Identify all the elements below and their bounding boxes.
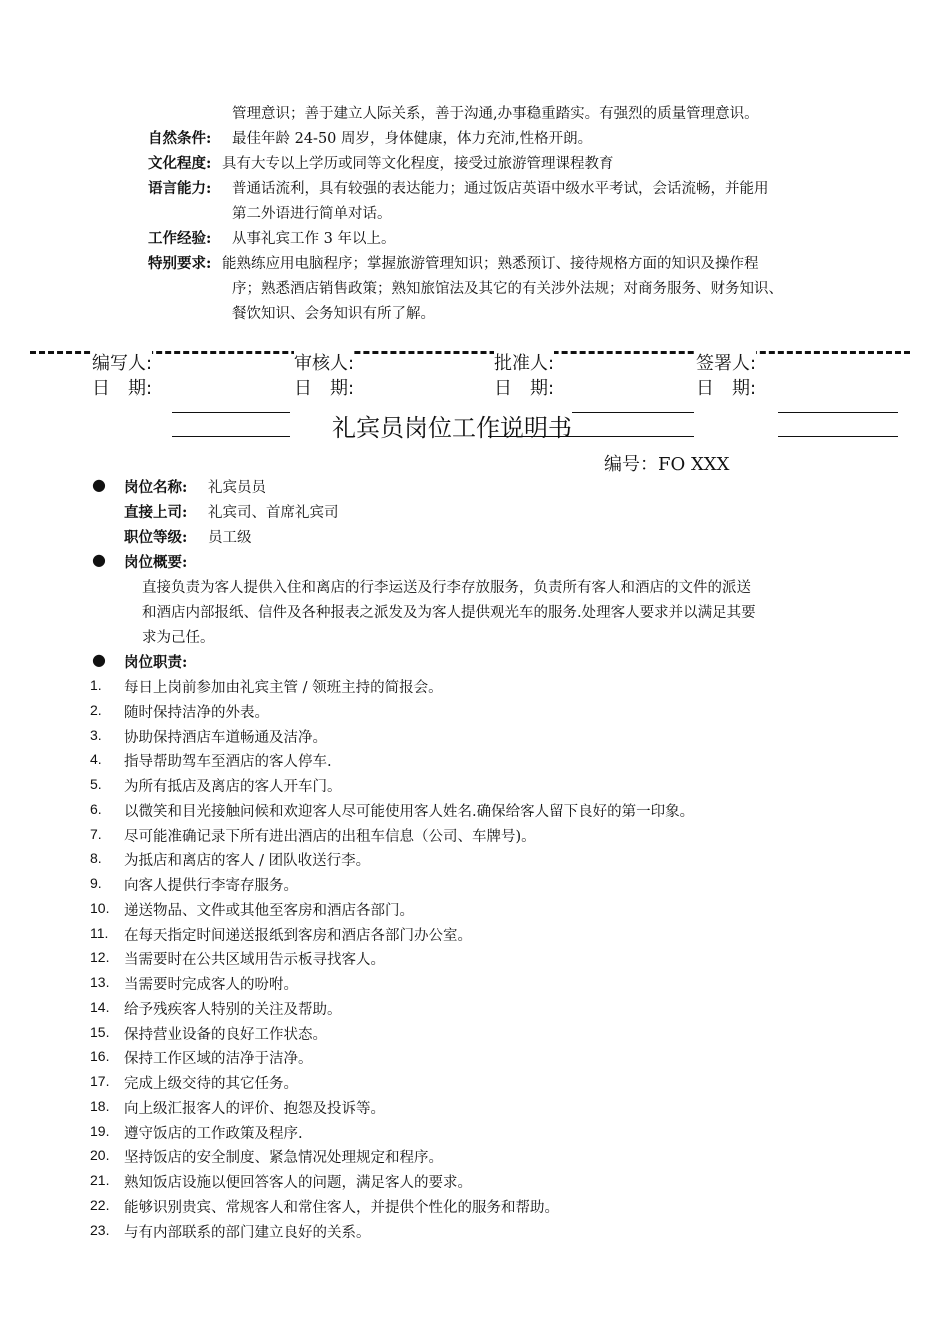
duty-number: 18. (90, 1098, 110, 1114)
duty-item: 与有内部联系的部门建立良好的关系。 (124, 1225, 371, 1241)
duty-number: 4. (90, 751, 102, 767)
duty-number: 11. (90, 925, 109, 941)
duty-number: 22. (90, 1197, 110, 1213)
duty-number: 14. (90, 999, 110, 1015)
signer-label: 签署人: (696, 349, 756, 375)
special-requirements-line1: 能熟练应用电脑程序；掌握旅游管理知识；熟悉预订、接待规格方面的知识及操作程 (222, 256, 759, 272)
direct-superior-label: 直接上司: (124, 504, 188, 521)
natural-conditions-label: 自然条件: (148, 130, 212, 147)
position-duties-label: 岗位职责: (124, 654, 188, 671)
duty-number: 6. (90, 801, 102, 817)
position-name-value: 礼宾员员 (208, 480, 266, 496)
duty-item: 给予残疾客人特别的关注及帮助。 (124, 1002, 342, 1018)
document-title: 礼宾员岗位工作说明书 (332, 414, 572, 442)
duty-item: 完成上级交待的其它任务。 (124, 1076, 298, 1092)
duty-number: 10. (90, 900, 110, 916)
education-label: 文化程度: (148, 155, 212, 172)
document-number: 编号：FO XXX (604, 454, 730, 475)
requirement-continuation: 管理意识；善于建立人际关系，善于沟通,办事稳重踏实。有强烈的质量管理意识。 (232, 106, 759, 122)
special-requirements-line3: 餐饮知识、会务知识有所了解。 (232, 306, 435, 322)
duty-item: 保持工作区域的洁净于洁净。 (124, 1051, 313, 1067)
position-summary-line1: 直接负责为客人提供入住和离店的行李运送及行李存放服务，负责所有客人和酒店的文件的派送 (142, 580, 751, 596)
position-summary-line2: 和酒店内部报纸、信件及各种报表之派发及为客人提供观光车的服务.处理客人要求并以满足其要 (142, 605, 756, 621)
duty-item: 为抵店和离店的客人 / 团队收送行李。 (124, 853, 371, 869)
signer-date-label: 日 期: (696, 378, 757, 399)
position-summary-label: 岗位概要: (124, 554, 188, 571)
duty-item: 熟知饭店设施以便回答客人的问题，满足客人的要求。 (124, 1175, 472, 1191)
language-text-line2: 第二外语进行简单对话。 (232, 206, 392, 222)
duty-item: 遵守饭店的工作政策及程序. (124, 1126, 303, 1142)
duty-item: 尽可能准确记录下所有进出酒店的出租车信息（公司、车牌号)。 (124, 829, 536, 845)
duty-item: 在每天指定时间递送报纸到客房和酒店各部门办公室。 (124, 928, 472, 944)
dash-dot-separator (30, 351, 910, 354)
duty-number: 12. (90, 949, 110, 965)
duty-number: 23. (90, 1222, 110, 1238)
bullet-icon: ● (92, 650, 106, 669)
duty-number: 13. (90, 974, 110, 990)
bullet-icon: ● (92, 550, 106, 569)
duty-number: 17. (90, 1073, 110, 1089)
duty-item: 每日上岗前参加由礼宾主管 / 领班主持的简报会。 (124, 680, 443, 696)
signature-line (778, 412, 898, 413)
position-grade-value: 员工级 (208, 530, 252, 546)
writer-label: 编写人: (92, 349, 152, 375)
special-requirements-label: 特别要求: (148, 255, 212, 272)
approver-date-label: 日 期: (494, 378, 555, 399)
signature-line (172, 436, 290, 437)
experience-text: 从事礼宾工作 3 年以上。 (232, 231, 396, 247)
duty-number: 15. (90, 1024, 110, 1040)
duty-item: 以微笑和目光接触问候和欢迎客人尽可能使用客人姓名.确保给客人留下良好的第一印象。 (124, 804, 695, 820)
duty-item: 随时保持洁净的外表。 (124, 705, 269, 721)
position-summary-line3: 求为己任。 (142, 630, 215, 646)
bullet-icon: ● (92, 475, 106, 494)
duty-number: 3. (90, 727, 102, 743)
special-requirements-line2: 序；熟悉酒店销售政策；熟知旅馆法及其它的有关涉外法规；对商务服务、财务知识、 (232, 281, 783, 297)
duty-item: 当需要时在公共区域用告示板寻找客人。 (124, 952, 385, 968)
natural-conditions-text: 最佳年龄 24-50 周岁，身体健康，体力充沛,性格开朗。 (232, 131, 593, 147)
duty-item: 向客人提供行李寄存服务。 (124, 878, 298, 894)
language-text-line1: 普通话流利，具有较强的表达能力；通过饭店英语中级水平考试，会话流畅，并能用 (232, 181, 769, 197)
duty-item: 坚持饭店的安全制度、紧急情况处理规定和程序。 (124, 1150, 443, 1166)
duty-item: 协助保持酒店车道畅通及洁净。 (124, 730, 327, 746)
reviewer-label: 审核人: (294, 349, 354, 375)
direct-superior-value: 礼宾司、首席礼宾司 (208, 505, 339, 521)
reviewer-date-label: 日 期: (294, 378, 355, 399)
writer-date-label: 日 期: (92, 378, 153, 399)
signature-line (572, 412, 694, 413)
duty-number: 21. (90, 1172, 110, 1188)
duty-number: 1. (90, 677, 102, 693)
duty-number: 5. (90, 776, 102, 792)
duty-number: 2. (90, 702, 102, 718)
duty-number: 19. (90, 1123, 110, 1139)
duty-item: 能够识别贵宾、常规客人和常住客人，并提供个性化的服务和帮助。 (124, 1200, 559, 1216)
position-grade-label: 职位等级: (124, 529, 188, 546)
duty-item: 递送物品、文件或其他至客房和酒店各部门。 (124, 903, 414, 919)
duty-number: 7. (90, 826, 102, 842)
duty-item: 当需要时完成客人的吩咐。 (124, 977, 298, 993)
signature-line (172, 412, 290, 413)
signature-line (778, 436, 898, 437)
duty-number: 16. (90, 1048, 110, 1064)
language-label: 语言能力: (148, 180, 212, 197)
duty-item: 向上级汇报客人的评价、抱怨及投诉等。 (124, 1101, 385, 1117)
approver-label: 批准人: (494, 349, 554, 375)
duty-item: 为所有抵店及离店的客人开车门。 (124, 779, 342, 795)
position-name-label: 岗位名称: (124, 479, 188, 496)
experience-label: 工作经验: (148, 230, 212, 247)
education-text: 具有大专以上学历或同等文化程度，接受过旅游管理课程教育 (222, 156, 614, 172)
duty-item: 保持营业设备的良好工作状态。 (124, 1027, 327, 1043)
duty-item: 指导帮助驾车至酒店的客人停车. (124, 754, 332, 770)
duty-number: 9. (90, 875, 102, 891)
duty-number: 20. (90, 1147, 110, 1163)
duty-number: 8. (90, 850, 102, 866)
